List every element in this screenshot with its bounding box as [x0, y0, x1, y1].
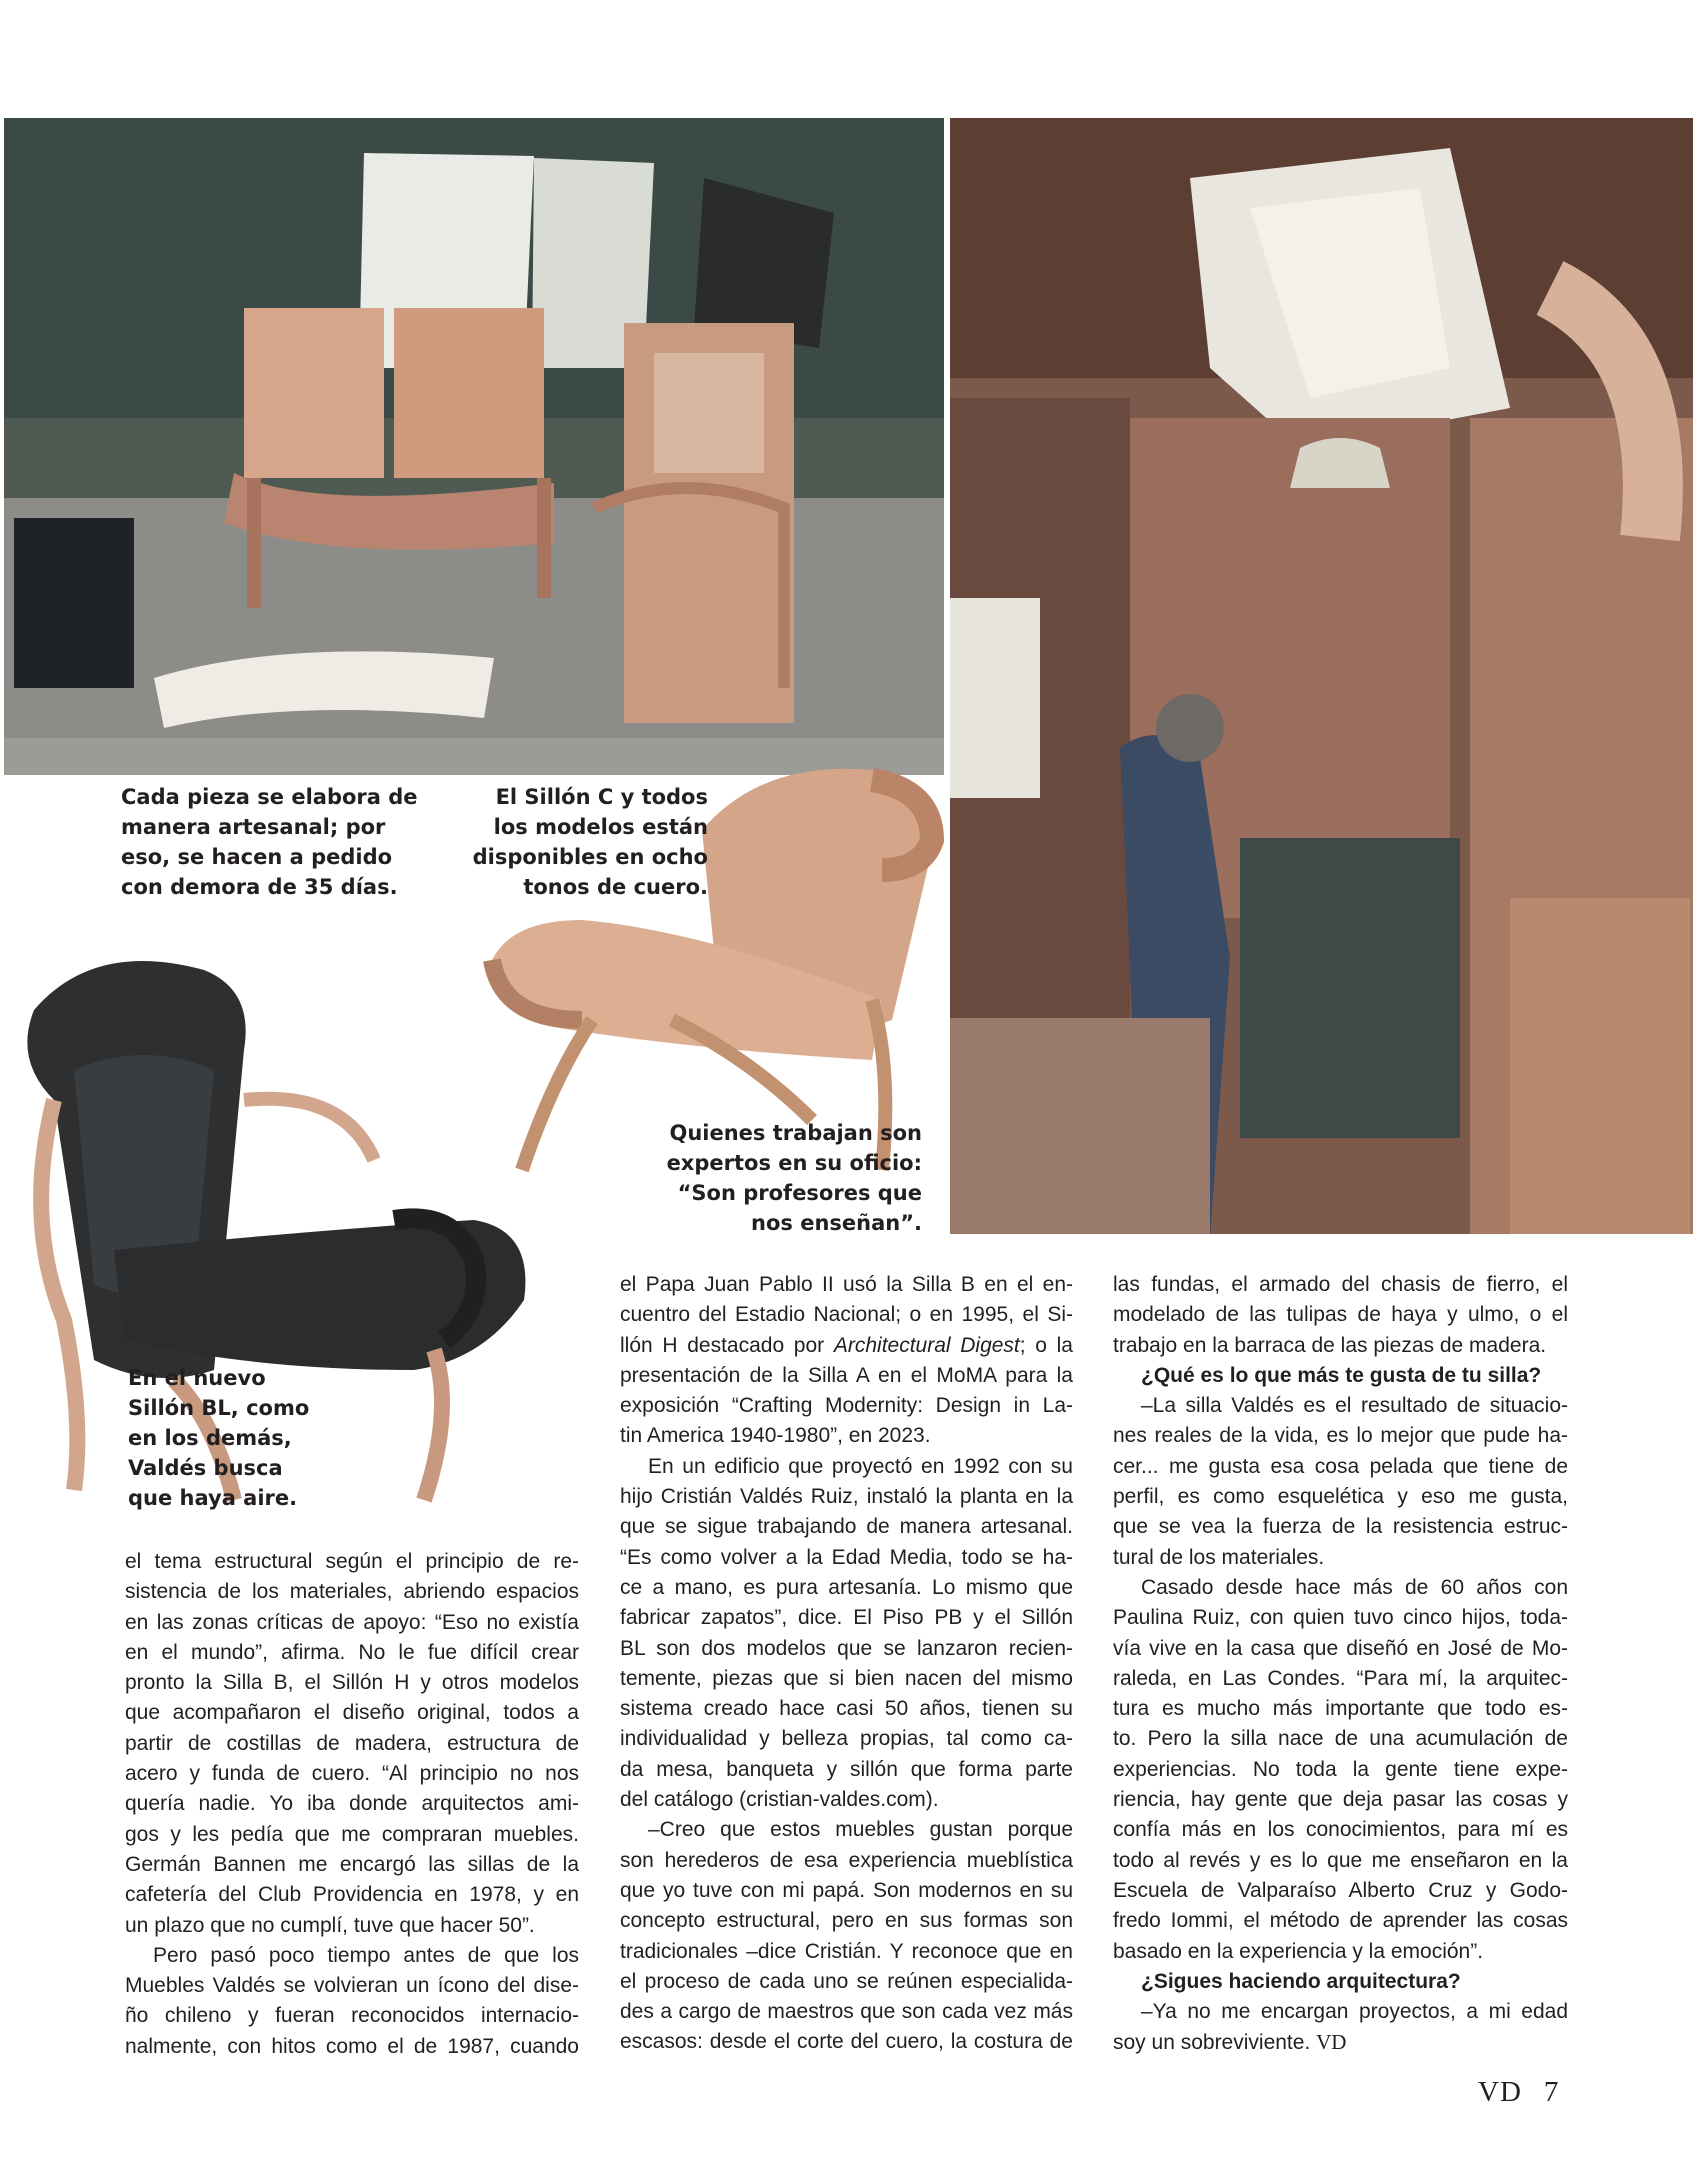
magazine-title: Architectural Digest: [833, 1333, 1020, 1357]
article-column-3: las fundas, el armado del chasis de fierro, el modelado de las tulipas de haya y ulmo, o el trabajo en la barraca de las piezas de madera. ¿Qué es lo que más te gusta de tu silla? –La silla Valdés es el resultado de situacio- nes reales de la vida, es lo mejor que pude ha- cer... me gusta esa cosa pelada que tiene de perfil, es como esquelética y eso me gusta, que se vea la fuerza de la resistencia estruc- tural de los materiales. Casado desde hace más de 60 años con Paulina Ruiz, con quien tuvo cinco hijos, toda- vía vive en la casa que diseñó en José de Mo- raleda, en Las Condes. “Para mí, la arquitec- tura es mucho más importante que todo es- to. Pero la silla nace de una acumulación de experiencias. No toda la gente tiene expe- riencia, hay gente que deja pasar las cosas y confía más en los conocimientos, para mí es todo al revés y es lo que me enseñaron en la Escuela de Valparaíso Alberto Cruz y Godo- fredo Iommi, el método de aprender las cosas basado en la experiencia y la emoción”. ¿Sigues haciendo arquitectura? –Ya no me encargan proyectos, a mi edad soy un sobreviviente. VD: [1113, 1270, 1568, 2059]
caption-workshop-chairs: Cada pieza se elabora de manera artesanal; por eso, se hacen a pedido con demora de 35 días.: [121, 785, 418, 899]
article-column-1: el tema estructural según el principio de re- sistencia de los materiales, abriendo espacios en las zonas críticas de apoyo: “Eso no existía en el mundo”, afirma. No le fue difícil crear pronto la Silla B, el Sillón H y otros modelos que acompañaron el diseño original, todos a partir de costillas de madera, estructura de acero y funda de cuero. “Al principio no nos quería nadie. Yo iba donde arquitectos ami- gos y les pedía que me compraran muebles. Germán Bannen me encargó las sillas de la cafetería del Club Providencia en 1978, y en un plazo que no cumplí, tuve que hacer 50”. Pero pasó poco tiempo antes de que los Muebles Valdés se volvieran un ícono del dise- ño chileno y fueran reconocidos internacio- nalmente, con hitos como el de 1987, cuando: [125, 1550, 579, 2058]
interview-question-1: ¿Qué es lo que más te gusta de tu silla?: [1141, 1363, 1542, 1387]
closing-line: soy un sobreviviente. VD: [1113, 2030, 1347, 2055]
caption-workers: Quienes trabajan son expertos en su oficio: “Son profesores que nos enseñan”.: [666, 1121, 922, 1235]
caption-sillon-bl: En el nuevo Sillón BL, como en los demás, Valdés busca que haya aire.: [128, 1366, 310, 1510]
workshop-chairs-photo: [4, 118, 944, 775]
interview-question-2: ¿Sigues haciendo arquitectura?: [1141, 1969, 1461, 1993]
magazine-name: VD: [1478, 2076, 1522, 2108]
page-number: 7: [1543, 2076, 1559, 2108]
carpenter-workshop-photo: [950, 118, 1693, 1234]
line-architectural-digest: llón H destacado por Architectural Digest; o la: [620, 1333, 1073, 1357]
page-folio: [1478, 2076, 1558, 2109]
article-column-2: el Papa Juan Pablo II usó la Silla B en el en- cuentro del Estadio Nacional; o en 1995, el Si- llón H destacado por Architectural Digest; o la presentación de la Silla A en el MoMA para la exposición “Crafting Modernity: Design in La- tin America 1940-1980”, en 2023. En un edificio que proyectó en 1992 con su hijo Cristián Valdés Ruiz, instaló la planta en la que se sigue trabajando de manera artesanal. “Es como volver a la Edad Media, todo se ha- ce a mano, es pura artesanía. Lo mismo que fabricar zapatos”, dice. El Piso PB y el Sillón BL son dos modelos que se lanzaron recien- temente, piezas que si bien nacen del mismo sistema creado hace casi 50 años, tienen su individualidad y belleza propias, tal como ca- da mesa, banqueta y sillón que forma parte del catálogo (cristian-valdes.com). –Creo que estos muebles gustan porque son herederos de esa experiencia mueblística que yo tuve con mi papá. Son modernos en su concepto estructural, pero en sus formas son tradicionales –dice Cristián. Y reconoce que en el proceso de cada uno se reúnen especialida- des a cargo de maestros que son cada vez más escasos: desde el corte del cuero, la costura de: [620, 1273, 1073, 2054]
caption-sillon-c: El Sillón C y todos los modelos están disponibles en ocho tonos de cuero.: [472, 785, 708, 899]
end-mark: VD: [1316, 2030, 1347, 2055]
